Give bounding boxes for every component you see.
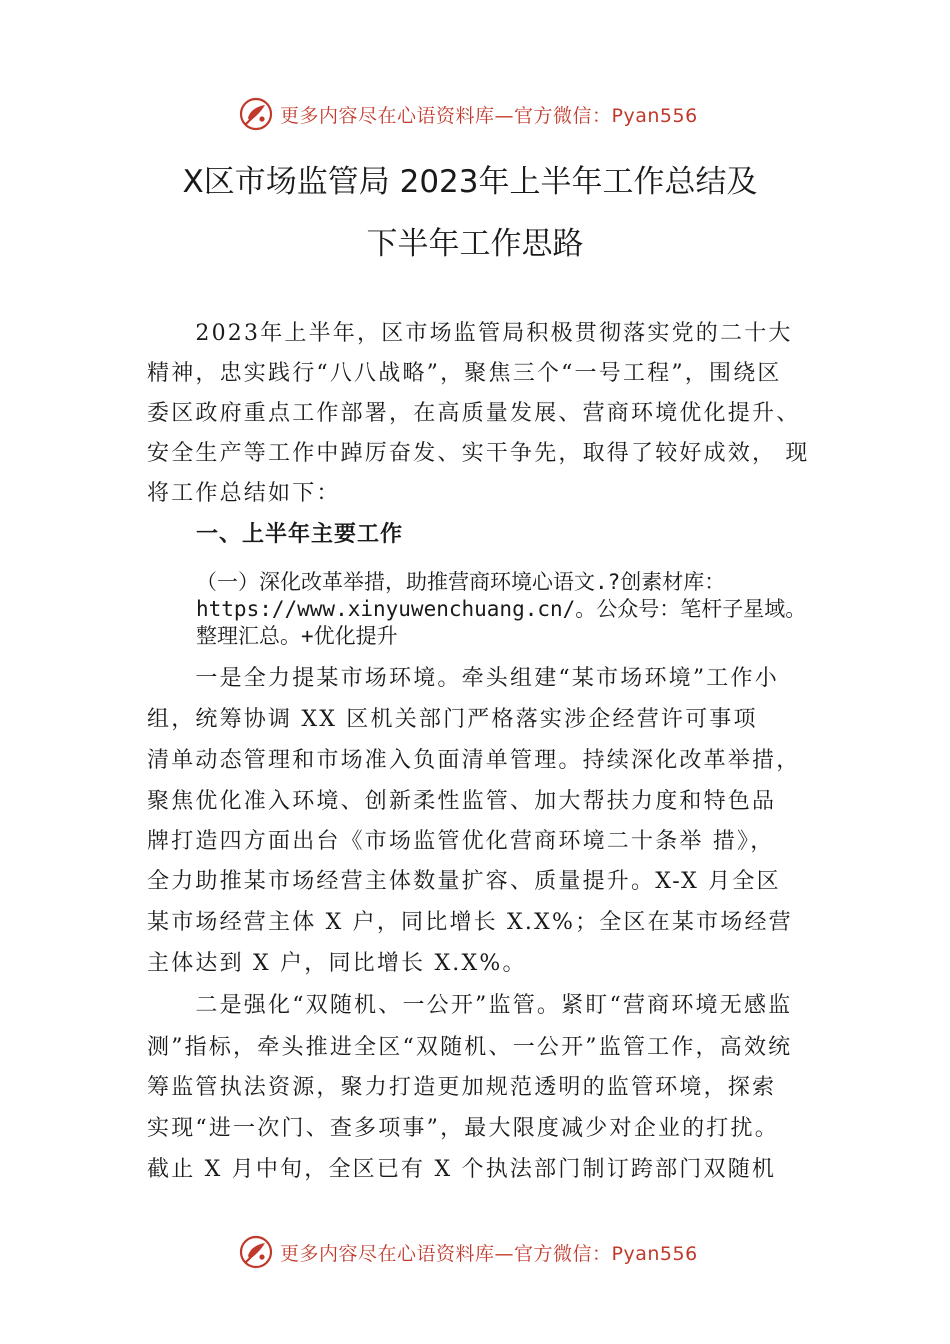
intro-line: 将工作总结如下： — [147, 481, 341, 506]
paragraph-line: 测”指标，牵头推进全区“双随机、一公开”监管工作，高效统 — [147, 1035, 793, 1060]
paragraph-line: 牌打造四方面出台《市场监管优化营商环境二十条举 措》， — [147, 829, 775, 854]
subsection-heading-line: （一）深化改革举措，助推营商环境心语文.?创素材库： — [196, 570, 726, 594]
paragraph-line: 聚焦优化准入环境、创新柔性监管、加大帮扶力度和特色品 — [147, 789, 777, 814]
intro-line: 精神，忠实践行“八八战略”，聚焦三个“一号工程”，围绕区 — [147, 361, 782, 386]
watermark-text: 更多内容尽在心语资料库—官方微信：Pyan556 — [280, 104, 698, 127]
subsection-heading-line: 整理汇总。+优化提升 — [196, 624, 398, 648]
document-title-line-1: X区市场监管局 2023年上半年工作总结及 — [182, 164, 758, 200]
paragraph-line: 一是全力提某市场环境。牵头组建“某市场环境”工作小 — [147, 666, 779, 691]
paragraph-line: 截止 X 月中旬，全区已有 X 个执法部门制订跨部门双随机 — [147, 1157, 777, 1182]
document-title-line-2: 下半年工作思路 — [366, 226, 584, 262]
paragraph-line: 筹监管执法资源，聚力打造更加规范透明的监管环境，探索 — [147, 1075, 777, 1100]
footer-watermark — [238, 1233, 698, 1271]
section-heading: 一、上半年主要工作 — [196, 522, 404, 547]
intro-line: 2023年上半年，区市场监管局积极贯彻落实党的二十大 — [147, 321, 793, 346]
paragraph-line: 某市场经营主体 X 户，同比增长 X.X%；全区在某市场经营 — [147, 910, 793, 935]
paragraph-line: 全力助推某市场经营主体数量扩容、质量提升。X-X 月全区 — [147, 869, 781, 894]
watermark-text: 更多内容尽在心语资料库—官方微信：Pyan556 — [280, 1242, 698, 1265]
paragraph-line: 清单动态管理和市场准入负面清单管理。持续深化改革举措， — [147, 748, 801, 773]
header-watermark — [238, 95, 698, 133]
paragraph-line: 组，统筹协调 XX 区机关部门严格落实涉企经营许可事项 — [147, 707, 758, 732]
pen-heart-logo-icon — [238, 1234, 274, 1270]
paragraph-line: 主体达到 X 户，同比增长 X.X%。 — [147, 951, 527, 976]
pen-heart-logo-icon — [238, 96, 274, 132]
paragraph-line: 实现“进一次门、查多项事”，最大限度减少对企业的打扰。 — [147, 1116, 779, 1141]
intro-line: 委区政府重点工作部署，在高质量发展、营商环境优化提升、 — [147, 401, 801, 426]
intro-line: 安全生产等工作中踔厉奋发、实干争先，取得了较好成效， 现 — [147, 441, 810, 466]
paragraph-line: 二是强化“双随机、一公开”监管。紧盯“营商环境无感监 — [147, 993, 793, 1018]
subsection-heading-line: https://www.xinyuwenchuang.cn/。公众号：笔杆子星域。 — [196, 597, 807, 621]
